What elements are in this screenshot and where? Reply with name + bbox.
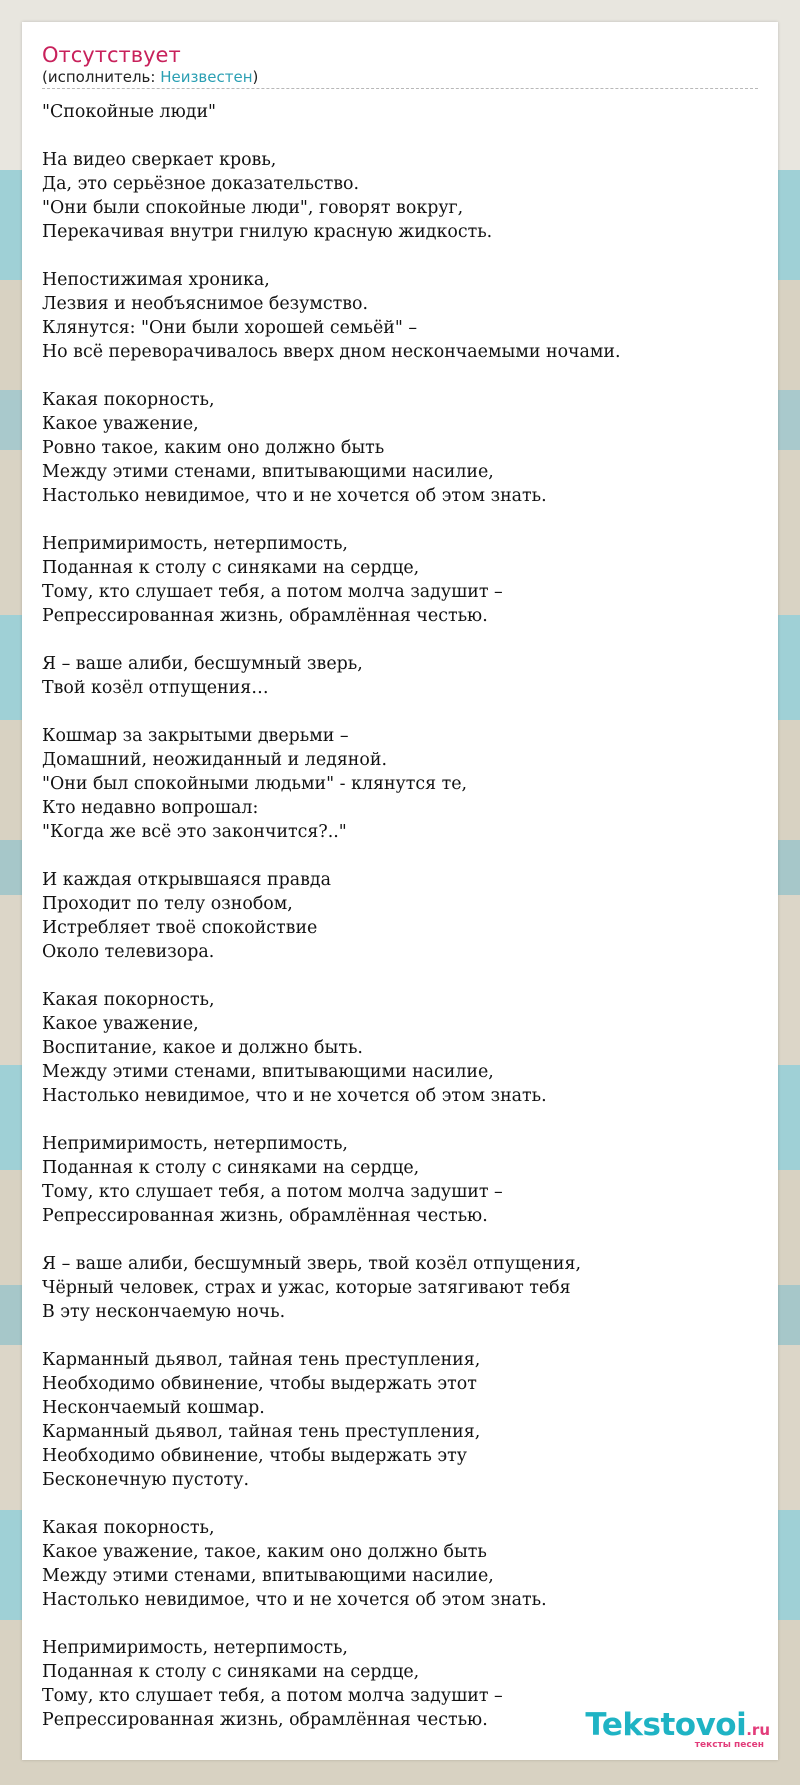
logo-name: Tekstovoi [585, 1707, 747, 1743]
lyric-line: "Они был спокойными людьми" - клянутся те, [42, 774, 468, 794]
lyric-line: "Спокойные люди" [42, 102, 217, 122]
lyric-line: Перекачивая внутри гнилую красную жидкость. [42, 222, 493, 242]
lyric-line: Какая покорность, [42, 990, 215, 1010]
performer-link[interactable]: Неизвестен [160, 68, 253, 86]
lyric-line: Поданная к столу с синяками на сердце, [42, 558, 420, 578]
lyric-line: Карманный дьявол, тайная тень преступления, [42, 1350, 481, 1370]
lyric-line: Домашний, неожиданный и ледяной. [42, 750, 387, 770]
song-header [42, 42, 758, 89]
lyric-line: Какое уважение, такое, каким оно должно быть [42, 1542, 487, 1562]
lyric-line: Непримиримость, нетерпимость, [42, 534, 348, 554]
stanza-break [42, 628, 758, 652]
lyric-line: Какая покорность, [42, 390, 215, 410]
stanza-break [42, 244, 758, 268]
lyric-line: Между этими стенами, впитывающими насилие, [42, 1062, 494, 1082]
lyric-line: Но всё переворачивалось вверх дном нескончаемыми ночами. [42, 342, 621, 362]
lyric-line: Да, это серьёзное доказательство. [42, 174, 360, 194]
lyric-line: Между этими стенами, впитывающими насилие, [42, 462, 494, 482]
stanza-break [42, 1228, 758, 1252]
lyric-line: Нескончаемый кошмар. [42, 1398, 265, 1418]
stanza-break [42, 1324, 758, 1348]
lyric-line: Между этими стенами, впитывающими насилие, [42, 1566, 494, 1586]
lyric-line: Репрессированная жизнь, обрамлённая честью. [42, 1710, 488, 1730]
lyric-line: "Когда же всё это закончится?.." [42, 822, 347, 842]
lyrics-text [42, 100, 758, 1732]
lyric-line: Какая покорность, [42, 1518, 215, 1538]
logo-tld: .ru [746, 1721, 770, 1739]
stanza-break [42, 1108, 758, 1132]
song-title: Отсутствует [42, 43, 181, 67]
performer-suffix: ) [252, 68, 259, 86]
lyric-line: Тому, кто слушает тебя, а потом молча задушит – [42, 1182, 503, 1202]
stanza-break [42, 364, 758, 388]
lyric-line: Чёрный человек, страх и ужас, которые затягивают тебя [42, 1278, 571, 1298]
lyric-line: Непостижимая хроника, [42, 270, 270, 290]
lyric-line: Кто недавно вопрошал: [42, 798, 259, 818]
lyric-line: Непримиримость, нетерпимость, [42, 1638, 348, 1658]
performer-prefix: (исполнитель: [42, 68, 161, 86]
stanza-break [42, 1612, 758, 1636]
stanza-break [42, 844, 758, 868]
lyric-line: Истребляет твоё спокойствие [42, 918, 318, 938]
lyric-line: Тому, кто слушает тебя, а потом молча задушит – [42, 1686, 503, 1706]
lyric-line: Необходимо обвинение, чтобы выдержать этот [42, 1374, 477, 1394]
lyric-line: Лезвия и необъяснимое безумство. [42, 294, 369, 314]
lyric-line: Я – ваше алиби, бесшумный зверь, твой козёл отпущения, [42, 1254, 582, 1274]
lyric-line: Настолько невидимое, что и не хочется об этом знать. [42, 1086, 547, 1106]
lyric-line: Бесконечную пустоту. [42, 1470, 250, 1490]
lyric-line: На видео сверкает кровь, [42, 150, 277, 170]
lyric-line: "Они были спокойные люди", говорят вокруг, [42, 198, 464, 218]
lyric-line: Тому, кто слушает тебя, а потом молча задушит – [42, 582, 503, 602]
lyric-line: Я – ваше алиби, бесшумный зверь, [42, 654, 363, 674]
lyric-line: Настолько невидимое, что и не хочется об этом знать. [42, 1590, 547, 1610]
lyrics-card [22, 22, 778, 1760]
stanza-break [42, 124, 758, 148]
lyric-line: Воспитание, какое и должно быть. [42, 1038, 363, 1058]
stanza-break [42, 508, 758, 532]
lyric-line: Непримиримость, нетерпимость, [42, 1134, 348, 1154]
lyric-line: Репрессированная жизнь, обрамлённая честью. [42, 1206, 488, 1226]
lyric-line: Поданная к столу с синяками на сердце, [42, 1662, 420, 1682]
lyric-line: Какое уважение, [42, 1014, 199, 1034]
stanza-break [42, 964, 758, 988]
lyric-line: Проходит по телу ознобом, [42, 894, 293, 914]
lyric-line: Настолько невидимое, что и не хочется об этом знать. [42, 486, 547, 506]
lyric-line: Кошмар за закрытыми дверьми – [42, 726, 349, 746]
lyric-line: Твой козёл отпущения… [42, 678, 269, 698]
site-logo[interactable] [570, 1708, 770, 1756]
lyric-line: И каждая открывшаяся правда [42, 870, 331, 890]
lyric-line: Поданная к столу с синяками на сердце, [42, 1158, 420, 1178]
lyric-line: В эту нескончаемую ночь. [42, 1302, 286, 1322]
lyric-line: Какое уважение, [42, 414, 199, 434]
logo-tagline: тексты песен [694, 1740, 764, 1750]
lyric-line: Ровно такое, каким оно должно быть [42, 438, 385, 458]
performer-line [42, 68, 758, 86]
stanza-break [42, 1492, 758, 1516]
lyric-line: Клянутся: "Они были хорошей семьёй" – [42, 318, 418, 338]
lyric-line: Карманный дьявол, тайная тень преступления, [42, 1422, 481, 1442]
lyric-line: Около телевизора. [42, 942, 215, 962]
lyric-line: Репрессированная жизнь, обрамлённая честью. [42, 606, 488, 626]
lyric-line: Необходимо обвинение, чтобы выдержать эту [42, 1446, 468, 1466]
stanza-break [42, 700, 758, 724]
